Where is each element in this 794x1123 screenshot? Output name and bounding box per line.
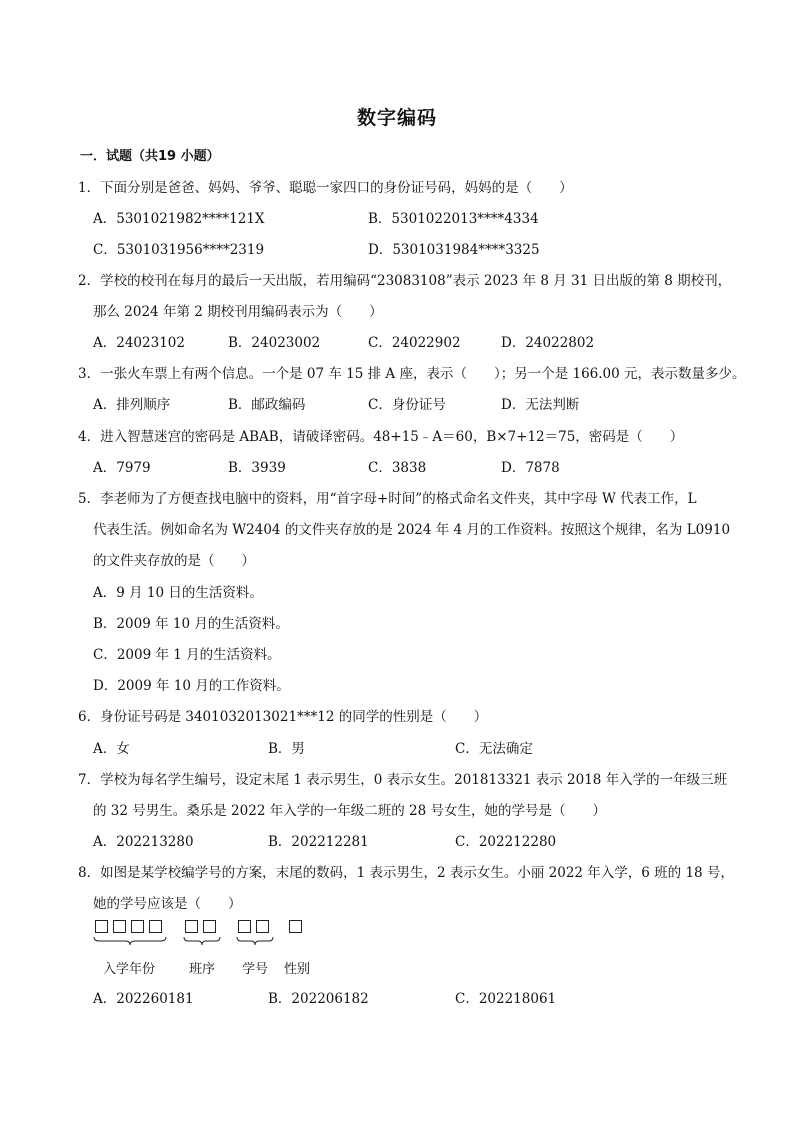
question-2-option-d: D．24022802 <box>501 335 595 351</box>
question-5-stem-line-2: 代表生活。例如命名为 W2404 的文件夹存放的是 2024 年 4 月的工作资料。按照这个规律，名为 L0910 <box>93 522 731 538</box>
digit-box <box>238 920 251 933</box>
digit-box <box>149 920 162 933</box>
question-8-option-c: C．202218061 <box>455 991 557 1007</box>
digit-box <box>185 920 198 933</box>
question-2-option-c: C．24022902 <box>368 335 461 351</box>
question-1-option-a: A．5301021982****121X <box>93 211 265 227</box>
question-1-option-b: B．5301022013****4334 <box>368 211 539 227</box>
number-brace-icon <box>236 936 274 946</box>
label-student-number: 学号 <box>242 962 269 977</box>
digit-box <box>256 920 269 933</box>
digit-box <box>203 920 216 933</box>
question-3-stem: 3．一张火车票上有两个信息。一个是 07 车 15 排 A 座，表示（ ）；另一个是 166.00 元，表示数量多少。 <box>78 366 746 382</box>
question-1-option-d: D．5301031984****3325 <box>368 242 540 258</box>
question-8-option-b: B．202206182 <box>268 991 369 1007</box>
question-5-option-b: B．2009 年 10 月的生活资料。 <box>93 616 289 632</box>
label-enrollment-year: 入学年份 <box>103 962 156 977</box>
question-3-option-a: A．排列顺序 <box>93 397 171 413</box>
label-class: 班序 <box>189 962 216 977</box>
question-4-stem: 4．进入智慧迷宫的密码是 ABAB，请破译密码。48+15﹣A＝60，B×7+12＝75，密码是（ ） <box>78 429 684 445</box>
year-brace-icon <box>93 936 167 946</box>
question-6-option-a: A．女 <box>93 741 130 757</box>
question-6-stem: 6．身份证号码是 3401032013021***12 的同学的性别是（ ） <box>78 709 488 725</box>
question-8-stem-line-2: 她的学号应该是（ ） <box>93 896 242 912</box>
question-3-option-d: D．无法判断 <box>501 397 580 413</box>
question-5-option-d: D．2009 年 10 月的工作资料。 <box>93 678 290 694</box>
question-7-option-a: A．202213280 <box>93 834 194 850</box>
question-5-stem-line-3: 的文件夹存放的是（ ） <box>93 553 255 569</box>
digit-box <box>113 920 126 933</box>
question-5-option-c: C．2009 年 1 月的生活资料。 <box>93 647 281 663</box>
question-1-option-c: C．5301031956****2319 <box>93 242 265 258</box>
digit-box <box>289 920 302 933</box>
question-7-stem-line-1: 7．学校为每名学生编号，设定末尾 1 表示男生，0 表示女生。201813321 表示 2018 年入学的一年级三班 <box>78 772 728 788</box>
question-7-option-c: C．202212280 <box>455 834 557 850</box>
question-4-option-c: C．3838 <box>368 460 427 476</box>
digit-box <box>95 920 108 933</box>
label-gender: 性别 <box>284 962 311 977</box>
question-3-option-c: C．身份证号 <box>368 397 446 413</box>
question-5-stem-line-1: 5．李老师为了方便查找电脑中的资料，用“首字母+时间”的格式命名文件夹，其中字母 W 代表工作，L <box>78 491 697 507</box>
question-2-stem-line-1: 2．学校的校刊在每月的最后一天出版，若用编码“23083108”表示 2023 年 8 月 31 日出版的第 8 期校刊， <box>78 273 732 289</box>
question-2-option-a: A．24023102 <box>93 335 185 351</box>
section-heading: 一．试题（共19 小题） <box>80 149 220 164</box>
question-7-stem-line-2: 的 32 号男生。桑乐是 2022 年入学的一年级二班的 28 号女生，她的学号是（ ） <box>93 803 606 819</box>
question-2-option-b: B．24023002 <box>228 335 321 351</box>
question-5-option-a: A．9 月 10 日的生活资料。 <box>93 585 263 601</box>
class-brace-icon <box>183 936 221 946</box>
page-title: 数字编码 <box>356 107 437 129</box>
question-1-stem: 1．下面分别是爸爸、妈妈、爷爷、聪聪一家四口的身份证号码，妈妈的是（ ） <box>78 180 573 196</box>
question-7-option-b: B．202212281 <box>268 834 369 850</box>
question-6-option-c: C．无法确定 <box>455 741 533 757</box>
question-2-stem-line-2: 那么 2024 年第 2 期校刊用编码表示为（ ） <box>93 304 383 320</box>
question-6-option-b: B．男 <box>268 741 305 757</box>
question-4-option-d: D．7878 <box>501 460 560 476</box>
student-id-scheme-diagram <box>93 920 353 980</box>
question-4-option-a: A．7979 <box>93 460 151 476</box>
question-4-option-b: B．3939 <box>228 460 286 476</box>
question-8-stem-line-1: 8．如图是某学校编学号的方案，末尾的数码，1 表示男生，2 表示女生。小丽 2022 年入学，6 班的 18 号， <box>78 865 734 881</box>
digit-box <box>131 920 144 933</box>
question-8-option-a: A．202260181 <box>93 991 194 1007</box>
question-3-option-b: B．邮政编码 <box>228 397 306 413</box>
